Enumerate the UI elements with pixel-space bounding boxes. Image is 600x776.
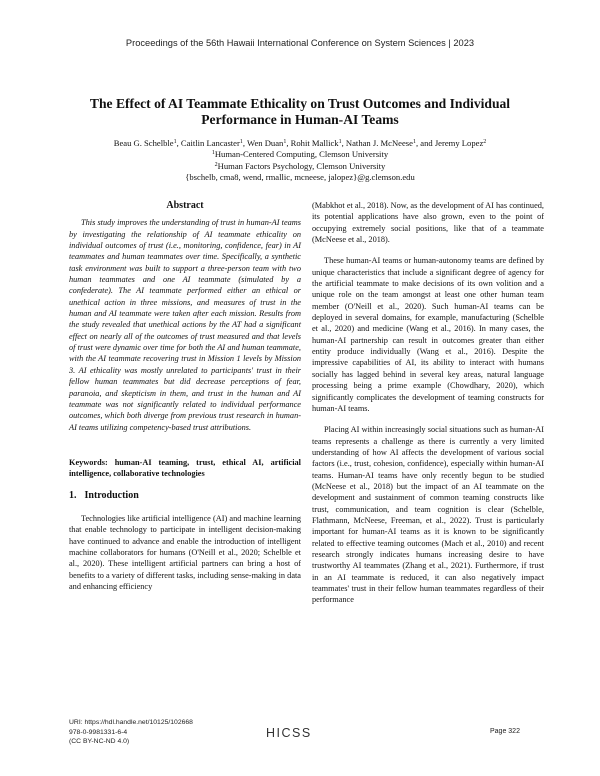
author-affiliation-marker: 1 — [412, 139, 416, 145]
author-name: Rohit Mallick — [290, 138, 339, 148]
intro-paragraph-1: Technologies like artificial intelligence (AI) and machine learning that enable technology to participate in intelligent decision-making have continued to advance and enable the introduction of intelligent machine collaborators for humans (O'Neill et al., 2020; Schelble et al., 2020). These intelligent artificial partners can bring a host of benefits to a variety of different tasks, including sense-making in data and enhancing efficiency — [69, 513, 301, 591]
author-affiliation-marker: 1 — [338, 139, 342, 145]
author-separator: , — [341, 138, 346, 148]
author-list — [30, 138, 570, 149]
page-number: Page 322 — [490, 728, 520, 735]
author-separator: , — [286, 138, 291, 148]
abstract-heading: Abstract — [166, 200, 204, 211]
author-affiliation-marker: 2 — [483, 139, 487, 145]
footer-license: (CC BY-NC-ND 4.0) — [69, 738, 130, 745]
footer-info — [69, 718, 193, 747]
author-name: Jeremy Lopez — [434, 138, 484, 148]
author-name: Wen Duan — [247, 138, 284, 148]
footer-isbn: 978-0-9981331-6-4 — [69, 728, 128, 736]
intro-paragraph-3: Placing AI within increasingly social situations such as human-AI teams represents a challenge as there is currently a very limited understanding of how AI affects the development of various social factors (i.e., trust, cohesion, confidence), especially within human-AI teams. Human-AI teams have only recently begun to be studied (McNeese et al., 2018) but the impact of an AI teammate on the development and sustainment of common teaming constructs like trust, communication, and team cognition is clear (Schelble, Flathmann, McNeese, Freeman, et al., 2022). Trust is particularly important for human-AI teams as it is known to be significantly related to effective teaming outcomes (Mach et al., 2010) and recent research strongly indicates humans increasing desire to have trustworthy AI teammates (Zhang et al., 2021). Furthermore, if trust in an AI teammate is reduced, it can also negatively impact teammates' trust in their fellow human teammates regardless of their performance — [312, 425, 544, 605]
author-block — [30, 138, 570, 184]
author-name: Beau G. Schelble — [113, 138, 174, 148]
hicss-logo: HICSS — [266, 726, 312, 740]
author-affiliation-marker: 1 — [283, 139, 287, 145]
affiliation-1-marker: 1 — [211, 150, 215, 157]
affiliation-2-text: Human Factors Psychology, Clemson University — [217, 160, 386, 171]
author-separator: , — [242, 138, 248, 148]
author-emails: {bschelb, cma8, wend, rmallic, mcneese, jalopez}@g.clemson.edu — [185, 172, 415, 183]
author-name: Nathan J. McNeese — [345, 138, 413, 148]
affiliation-2 — [30, 161, 570, 172]
continued-paragraph: (Mabkhot et al., 2018). Now, as the development of AI has continued, its potential applications have also grown, even to the point of occupying extremely social positions, like that of a teammate (McNeese et al., 2018). — [312, 201, 544, 245]
title-line-2: Performance in Human-AI Teams — [201, 111, 399, 127]
author-name: Caitlin Lancaster — [180, 138, 240, 148]
affiliation-1-text: Human-Centered Computing, Clemson University — [214, 149, 389, 160]
right-column — [312, 200, 544, 606]
affiliation-2-marker: 2 — [214, 161, 218, 168]
section-heading-introduction — [69, 490, 301, 501]
section-title: Introduction — [84, 489, 139, 501]
proceedings-header: Proceedings of the 56th Hawaii International Conference on System Sciences | 2023 — [125, 38, 475, 48]
affiliation-1 — [30, 149, 570, 160]
author-affiliation-marker: 1 — [173, 139, 177, 145]
section-number: 1. — [69, 489, 77, 501]
title-line-1: The Effect of AI Teammate Ethicality on Trust Outcomes and Individual — [89, 96, 511, 111]
author-separator: , and — [415, 138, 435, 148]
paper-title — [60, 96, 540, 127]
keywords: Keywords: human-AI teaming, trust, ethical AI, artificial intelligence, collaborative technologies — [69, 457, 301, 479]
abstract-text: This study improves the understanding of trust in human-AI teams by investigating the relationship of AI teammate ethicality on individual outcomes of trust (i.e., monitoring, confidence, fear) in AI teammates and human teammates over time. Specifically, a synthetic task environment was built to support a three-person team with two human teammates and one AI teammate (simulated by a confederate). The AI teammate performed either an ethical or unethical action in three missions, and measures of trust in the human and AI teammate were taken after each mission. Results from the study revealed that unethical actions by the AT had a significant effect on nearly all of the outcomes of trust measured and that levels of trust were dynamic over time for both the AI and human teammate, with the AI teammate recovering trust in Mission 1 levels by Mission 3. AI ethicality was mostly unrelated to participants' trust in their fellow human teammates but did decrease perceptions of fear, paranoia, and skepticism in them, and trust in the human and AI teammate was not significantly related to individual performance outcomes, which both diverge from previous trust research in human-AI teams utilizing competency-based trust attributions. — [69, 218, 301, 432]
author-separator: , — [176, 138, 181, 148]
left-column — [69, 200, 301, 592]
footer-uri: URI: https://hdl.handle.net/10125/102668 — [69, 719, 193, 726]
intro-paragraph-2: These human-AI teams or human-autonomy teams are defined by unique characteristics that include a significant degree of agency for the artificial teammate to make decisions of its own volition and a unique role on the team amongst at least one other human team member (O'Neill et al., 2020). Such human-AI teams can be deployed in several domains, for example, manufacturing (Schelble et al., 2020) and medicine (Wang et al., 2016). In many cases, the human-AI partnership can result in outcomes greater than either entity produce individually (Wang et al., 2016). Despite the impressive capabilities of AI, its ability to interact with humans socially has lagged behind in several key areas, natural language processing being a prime example (Chowdhary, 2020), which significantly complicates the development of teaming constructs for human-AI teams. — [312, 256, 544, 413]
author-affiliation-marker: 1 — [239, 139, 243, 145]
